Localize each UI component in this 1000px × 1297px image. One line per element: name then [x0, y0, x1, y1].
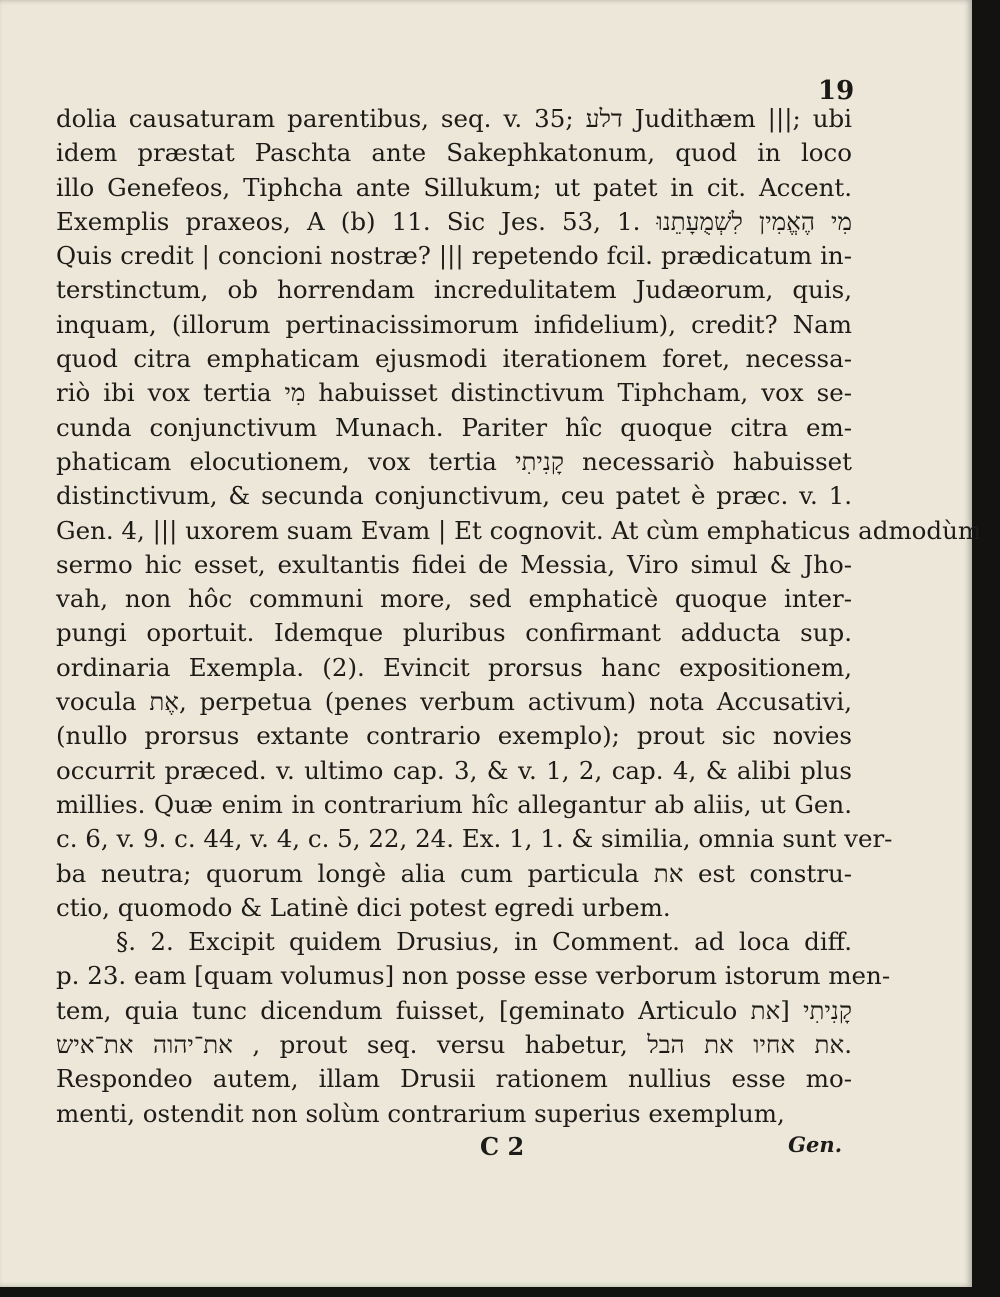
text-line: cunda conjunctivum Munach. Pariter hîc quoque citra em- [56, 412, 852, 442]
body-text [56, 102, 982, 1131]
text-line: occurrit præced. v. ultimo cap. 3, & v. 1, 2, cap. 4, & alibi plus [56, 755, 852, 785]
text-line: Respondeo autem, illam Drusii rationem nullius esse mo- [56, 1064, 852, 1094]
text-line: pungi oportuit. Idemque pluribus confirmant adducta sup. [56, 618, 852, 648]
text-line: §. 2. Excipit quidem Drusius, in Comment. ad loca diff. [116, 927, 852, 957]
text-line: Quis credit | concioni nostræ? ||| repetendo fcil. prædicatum in- [56, 241, 852, 271]
text-line: ordinaria Exempla. (2). Evincit prorsus hanc expositionem, [56, 652, 852, 682]
text-line: terstinctum, ob horrendam incredulitatem Judæorum, quis, [56, 275, 852, 305]
text-line: distinctivum, & secunda conjunctivum, ceu patet è præc. v. 1. [56, 481, 852, 511]
text-line: idem præstat Paschta ante Sakephkatonum, quod in loco [56, 138, 852, 168]
text-line: c. 6, v. 9. c. 44, v. 4, c. 5, 22, 24. Ex. 1, 1. & similia, omnia sunt ver- [56, 824, 893, 854]
text-line: ba neutra; quorum longè alia cum particula את est constru- [56, 858, 852, 888]
text-line: Gen. 4, ||| uxorem suam Evam | Et cognovit. At cùm emphaticus admodùm [56, 515, 982, 545]
text-line: sermo hic esset, exultantis fidei de Messia, Viro simul & Jho- [56, 549, 852, 579]
text-line: (nullo prorsus extante contrario exemplo); prout sic novies [56, 721, 852, 751]
text-line: inquam, (illorum pertinacissimorum infidelium), credit? Nam [56, 309, 852, 339]
text-line: p. 23. eam [quam volumus] non posse esse verborum istorum men- [56, 961, 891, 991]
catchword: Gen. [788, 1132, 842, 1157]
text-line: illo Genefeos, Tiphcha ante Sillukum; ut patet in cit. Accent. [56, 172, 852, 202]
text-line: riò ibi vox tertia מִי habuisset distinctivum Tiphcham, vox se- [56, 378, 852, 408]
text-line: quod citra emphaticam ejusmodi iterationem foret, necessa- [56, 344, 852, 374]
text-line: vocula אֶת, perpetua (penes verbum activum) nota Accusativi, [56, 687, 852, 717]
text-line: phaticam elocutionem, vox tertia קָנִיתִי necessariò habuisset [56, 446, 852, 476]
signature-mark: C 2 [480, 1132, 525, 1161]
text-line: את־יהוה את־איש , prout seq. versu habetur, את אחיו את הבל. [56, 1030, 852, 1060]
text-line: vah, non hôc communi more, sed emphaticè quoque inter- [56, 584, 852, 614]
page-footer [56, 1132, 852, 1166]
text-line: Exemplis praxeos, A (b) 11. Sic Jes. 53, 1. מִי הֶאֱמִין לִשְׁמֻעָתֵנוּ [56, 206, 852, 236]
text-line: dolia causaturam parentibus, seq. v. 35; דלע Judithæm |||; ubi [56, 104, 852, 133]
text-line: millies. Quæ enim in contrarium hîc allegantur ab aliis, ut Gen. [56, 789, 852, 819]
text-line: ctio, quomodo & Latinè dici potest egredi urbem. [56, 892, 671, 922]
page-number: 19 [818, 76, 855, 106]
text-line: tem, quia tunc dicendum fuisset, [geminato Articulo את] קָנִיתִי [56, 995, 852, 1025]
text-line: menti, ostendit non solùm contrarium superius exemplum, [56, 1098, 785, 1128]
